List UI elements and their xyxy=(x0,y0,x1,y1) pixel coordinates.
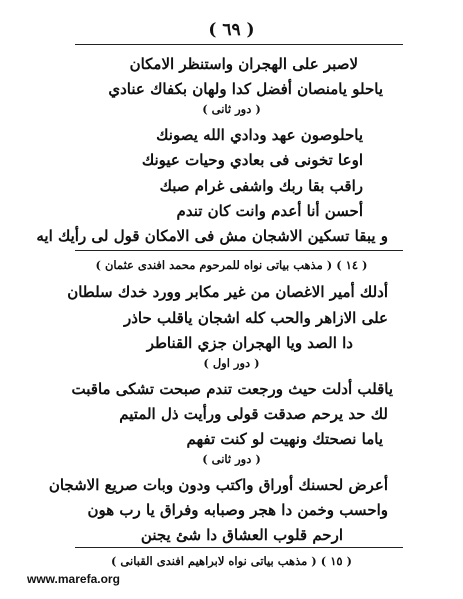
section-heading: ( دور ثانى ) xyxy=(202,452,261,466)
section-heading: ( دور اول ) xyxy=(203,356,260,370)
verse-line: اوعا تخونى فى بعادي وحيات عيونك xyxy=(141,151,363,169)
verse-line: و يبقا تسكين الاشجان مش فى الامكان قول لى رأيك ايه xyxy=(36,227,388,245)
page-number: ( ٦٩ ) xyxy=(208,20,255,40)
verse-line: على الازاهر والحب كله اشجان ياقلب حاذر xyxy=(124,309,388,327)
section-rule xyxy=(75,547,403,548)
verse-line: راقب بقا ربك واشفى غرام صبك xyxy=(159,177,363,195)
top-rule xyxy=(75,44,403,45)
section-rule xyxy=(75,250,403,251)
song-heading: ( ١٥ ) ( مذهب بياتى نواه لابراهيم افندى القبانى ) xyxy=(110,554,352,568)
verse-line: أحسن أنا أعدم وانت كان تندم xyxy=(176,202,363,220)
verse-line: دا الصد ويا الهجران جزي القناطر xyxy=(146,334,353,352)
verse-line: ياما نصحتك ونهيت لو كنت تفهم xyxy=(186,430,383,448)
verse-line: لاصبر على الهجران واستنظر الامكان xyxy=(129,55,358,73)
verse-line: ارحم قلوب العشاق دا شئ يجنن xyxy=(140,526,343,544)
verse-line: ياقلب أدلت حيث ورجعت تندم صبحت تشكى ماقبت xyxy=(71,380,393,398)
verse-line: لك حد يرحم صدقت قولى ورأيت ذل المتيم xyxy=(119,405,388,423)
verse-line: ياحلوصون عهد ودادي الله يصونك xyxy=(156,126,363,144)
song-heading: ( ١٤ ) ( مذهب بياتى نواه للمرحوم محمد افندى عثمان ) xyxy=(95,258,368,272)
verse-line: أعرض لحسنك أوراق واكتب ودون وبات صريع الاشجان xyxy=(48,476,388,494)
verse-line: ياحلو يامنصان أفضل كدا ولهان بكفاك عنادي xyxy=(108,80,383,98)
footer-url[interactable]: www.marefa.org xyxy=(27,572,120,586)
verse-line: واحسب وخمن دا هجر وصبابه وفراق يا رب هون xyxy=(87,501,388,519)
verse-line: أدلك أمير الاغصان من غير مكابر وورد خدك سلطان xyxy=(67,283,388,301)
section-heading: ( دور ثانى ) xyxy=(202,102,261,116)
